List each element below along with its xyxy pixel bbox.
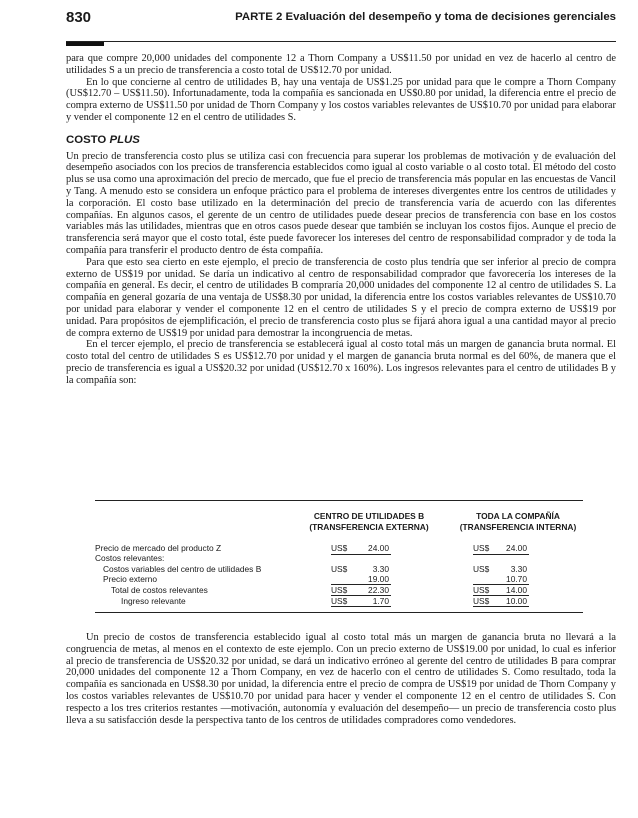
table-cell: 19.00 [368, 574, 389, 584]
table-cell: 22.30 [368, 585, 389, 595]
table-cell: US$ [331, 596, 348, 606]
column-header-profit-center-b [291, 511, 447, 533]
table-row-label: Precio externo [103, 574, 157, 584]
column-header-line: (TRANSFERENCIA EXTERNA) [309, 522, 429, 532]
header-rule [66, 41, 616, 42]
closing-text [66, 632, 616, 726]
running-head [235, 11, 616, 23]
page-header [66, 6, 616, 36]
column-header-line: (TRANSFERENCIA INTERNA) [459, 522, 577, 532]
section-title [66, 135, 616, 147]
table-row-label: Costos variables del centro de utilidades B [103, 564, 262, 574]
table-cell: US$ [331, 564, 348, 574]
section-paragraph-3: En el tercer ejemplo, el precio de transferencia se establecerá igual al costo total más un margen de ganancia bruta normal. El costo total del centro de utilidades S es US$12.70 por unidad y el margen de ganancia bruta normal es del 60%, de manera que el precio de transferencia es igual a US$20.32 por unidad (US$12.70 x 160%). Los ingresos relevantes para el centro de utilidades B y la compañía son: [66, 339, 616, 386]
cell-underline [473, 606, 529, 607]
table-cell: 24.00 [368, 543, 389, 553]
table-bottom-rule [95, 612, 583, 613]
table-cell: 14.00 [506, 585, 527, 595]
table-cell: 3.30 [510, 564, 527, 574]
column-header-whole-company [443, 511, 593, 533]
section-paragraph-1: Un precio de transferencia costo plus se utiliza casi con frecuencia para superar los problemas de motivación y de evaluación del desempeño asociados con los precios de transferencia establecidos como igual al costo variable o al costo total. El método del costo plus se usa como una aproximación del precio de mercado, que fue el precio de transferencia más popular en las encuestas de Vancil y Tang. A menudo esto se considera un enfoque práctico para el problema de intereses divergentes entre los centros de utilidades y la corporación. El costo base utilizado en la determinación del precio de transferencia varía de acuerdo con las diferentes compañías. En algunos casos, el gerente de un centro de utilidades puede desear precios de transferencia con base en los costos variables más las utilidades, mientras que en otros casos puede desear que también se incluyan los costos fijos. Aunque el precio de transferencia será mayor que el costo total, éste puede favorecer los intereses del centro de responsabilidad comprador y de toda la compañía para transferir el producto dentro de ésta compañía. [66, 150, 617, 256]
table-top-rule [95, 500, 583, 501]
part-title: Evaluación del desempeño y toma de decisiones gerenciales [285, 11, 616, 23]
column-header-line: CENTRO DE UTILIDADES B [313, 511, 425, 521]
table-cell: US$ [331, 585, 348, 595]
table-cell: 10.70 [506, 574, 527, 584]
main-text [66, 53, 616, 387]
table-cell: US$ [473, 543, 490, 553]
table-row-label: Precio de mercado del producto Z [95, 543, 222, 553]
table-row-label: Costos relevantes: [95, 553, 165, 563]
table-row-label: Total de costos relevantes [111, 585, 208, 595]
table-cell: US$ [473, 596, 490, 606]
revenue-table [95, 500, 583, 606]
table-cell: US$ [331, 543, 348, 553]
table-cell: 1.70 [372, 596, 389, 606]
table-cell: 3.30 [372, 564, 389, 574]
cell-underline [331, 554, 391, 555]
cell-underline [331, 606, 391, 607]
table-row-label: Ingreso relevante [121, 596, 186, 606]
closing-paragraph: Un precio de costos de transferencia establecido igual al costo total más un margen de ganancia bruta no llevará a la congruencia de metas, al menos en el contexto de este ejemplo. Con un precio externo de US$19.00 por unidad, lo cual es inferior al precio de transferencia de US$20.32 por unidad, se dará un indicativo erróneo al gerente del centro de utilidades B para comprar 20,000 unidades del componente 12 a Thorn Company, en vez de hacerlo con el centro de utilidades S. Como resultado, toda la compañía es sancionada en US$8.30 por unidad, la diferencia entre el precio de compra de US$19 por unidad de Thorn Company y los costos variables relevantes de US$10.70 por unidad para hacer y vender el componente 12 en el centro de utilidades S. Con respecto a los tres criterios restantes —motivación, autonomía y evaluación del desempeño— un precio de transferencia costo plus lleva a su satisfacción desde la perspectiva tanto de los centros de utilidades compradores como vendedores. [66, 632, 616, 726]
intro-paragraph-2: En lo que concierne al centro de utilidades B, hay una ventaja de US$1.25 por unidad para que le compre a Thorn Company (US$12.70 – US$11.50). Infortunadamente, toda la compañía es sancionada en US$0.80 por unidad, la diferencia entre el precio de compra externo de US$11.50 por unidad de Thorn Company y los costos variables relevantes de US$10.70 por unidad para elaborar y vender el componente 12 en el centro de utilidades S. [66, 76, 616, 123]
table-cell: US$ [473, 585, 490, 595]
table-cell: 24.00 [506, 543, 527, 553]
part-label: PARTE 2 [235, 11, 283, 23]
column-header-line: TODA LA COMPAÑÍA [476, 511, 560, 521]
intro-paragraph-1: para que compre 20,000 unidades del componente 12 a Thorn Company a US$11.50 por unidad en vez de hacerlo al centro de utilidades S a un precio de transferencia a costo total de US$12.70 por unidad. [66, 53, 616, 76]
table-cell: 10.00 [506, 596, 527, 606]
section-paragraph-2: Para que esto sea cierto en este ejemplo, el precio de transferencia de costo plus tendría que ser inferior al precio de compra externo de US$19 por unidad. Se daría un indicativo al centro de responsabilidad comprador que favorecería los intereses de la compañía en general. Es decir, el centro de utilidades B compraría 20,000 unidades del componente 12 al centro de utilidades S. La compañía en general gozaría de una ventaja de US$8.30 por unidad, la diferencia entre los costos variables relevantes de US$10.70 por unidad para elaborar y vender el componente 12 en el centro de utilidades S y el precio de compra externo de US$19 por unidad. Para propósitos de ejemplificación, el precio de transferencia costo plus se fijará ahora igual a una cantidad mayor al precio de compra externo de US$19 por unidad para demostrar la incongruencia de metas. [66, 256, 616, 339]
cell-underline [473, 554, 529, 555]
section-title-main: COSTO [66, 133, 107, 146]
table-cell: US$ [473, 564, 490, 574]
page-number: 830 [66, 9, 92, 26]
header-block [66, 42, 104, 46]
section-title-italic: PLUS [109, 133, 140, 146]
